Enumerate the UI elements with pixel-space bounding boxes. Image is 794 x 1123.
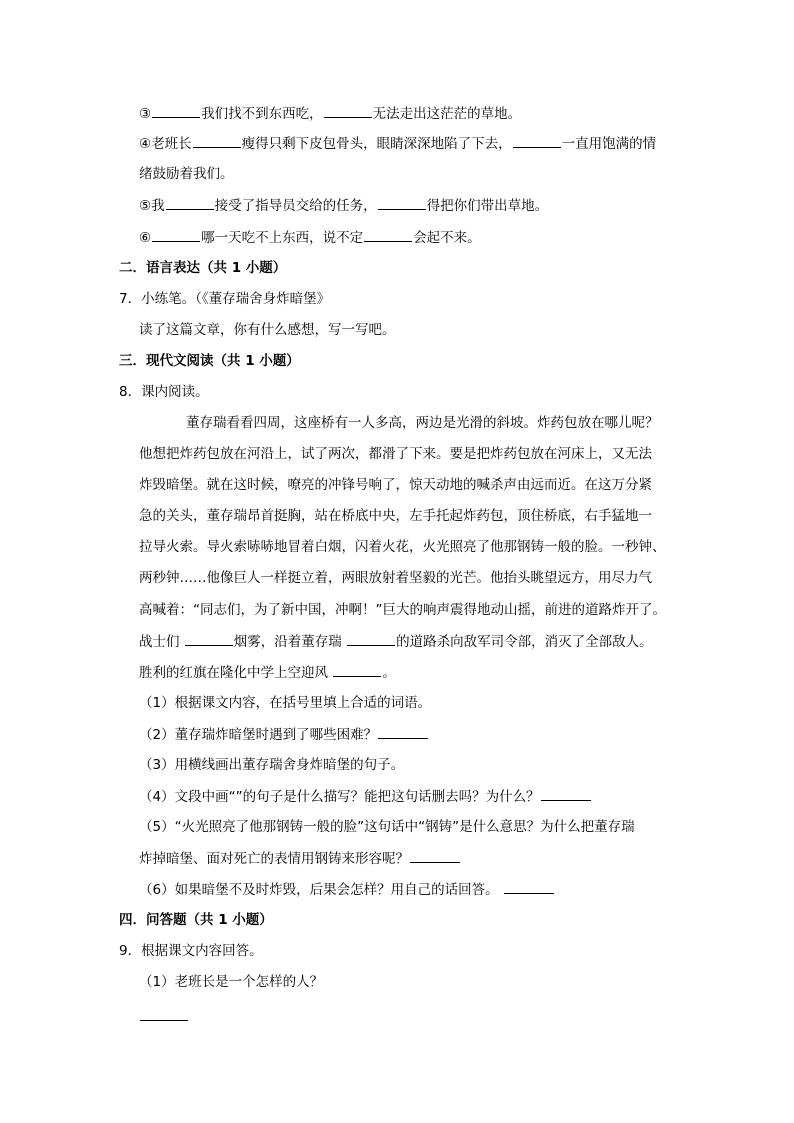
answer-blank[interactable]	[333, 662, 381, 677]
answer-blank[interactable]	[185, 631, 233, 646]
answer-blank[interactable]	[513, 133, 561, 148]
sub-question-text: （2）董存瑞炸暗堡时遇到了哪些困难？	[139, 727, 378, 743]
answer-blank[interactable]	[347, 631, 395, 646]
item-text: 接受了指导员交给的任务，	[214, 198, 377, 214]
answer-blank[interactable]	[152, 103, 200, 118]
question-9: 9．根据课文内容回答。	[119, 943, 263, 959]
passage-line: 急的关头，董存瑞昂首挺胸，站在桥底中央，左手托起炸药包，顶住桥底，右手猛地一	[139, 508, 652, 524]
section-3-title: 三．现代文阅读（共 1 小题）	[119, 353, 300, 369]
item-text: 哪一天吃不上东西，说不定	[201, 230, 364, 246]
sub-question-3: （3）用横线画出董存瑞舍身炸暗堡的句子。	[139, 757, 405, 773]
answer-blank[interactable]	[504, 879, 554, 894]
blank-item-4-cont	[139, 164, 234, 184]
question-8: 8．课内阅读。	[119, 384, 209, 400]
item-text: 瘦得只剩下皮包骨头，眼睛深深地陷了下去，	[241, 136, 512, 152]
answer-blank[interactable]	[140, 1006, 188, 1021]
item-text: 我们找不到东西吃，	[201, 106, 323, 122]
passage-text: 。	[382, 665, 396, 681]
sub-question-text: 炸掉暗堡、面对死亡的表情用钢铸来形容呢？	[139, 851, 409, 867]
section-2-title: 二．语言表达（共 1 小题）	[119, 260, 287, 276]
item-number: ⑥	[139, 230, 152, 246]
answer-blank[interactable]	[152, 227, 200, 242]
passage-text: 战士们	[139, 634, 184, 650]
answer-blank[interactable]	[193, 133, 241, 148]
item-text: 无法走出这茫茫的草地。	[372, 106, 522, 122]
sub-question-5-cont	[139, 848, 461, 869]
question-7-prompt: 读了这篇文章，你有什么感想，写一写吧。	[139, 322, 396, 338]
answer-blank[interactable]	[364, 227, 412, 242]
item-text: 一直用饱满的情	[561, 136, 657, 152]
passage-line: 他想把炸药包放在河沿上，试了两次，都滑了下来。要是把炸药包放在河床上，又无法	[139, 446, 652, 462]
sub-question-6	[139, 879, 555, 900]
item-text: 得把你们带出草地。	[426, 198, 549, 214]
answer-blank[interactable]	[378, 195, 426, 210]
passage-line: 两秒钟……他像巨人一样挺立着，两眼放射着坚毅的光芒。他抬头眺望远方，用尽力气	[139, 570, 652, 586]
passage-text: 胜利的红旗在隆化中学上空迎风	[139, 665, 333, 681]
sub-question-4	[139, 786, 592, 807]
blank-item-3	[139, 103, 521, 124]
passage-text: 烟雾，沿着董存瑞	[233, 634, 347, 650]
sub-question-1: （1）根据课文内容，在括号里填上合适的词语。	[139, 695, 432, 711]
blank-item-6	[139, 227, 481, 248]
answer-line	[139, 1006, 189, 1027]
sub-question-text: （6）如果暗堡不及时炸毁，后果会怎样？用自己的话回答。	[139, 882, 503, 898]
passage-line	[139, 662, 396, 683]
item-number: ③	[139, 106, 152, 122]
item-text: 会起不来。	[413, 230, 481, 246]
blank-item-5	[139, 195, 548, 216]
passage-line: 炸毁暗堡。就在这时候，嘹亮的冲锋号响了，惊天动地的喊杀声由远而近。在这万分紧	[139, 477, 652, 493]
blank-item-4	[139, 133, 656, 154]
passage-line: 拉导火索。导火索哧哧地冒着白烟，闪着火花，火光照亮了他那钢铸一般的脸。一秒钟、	[139, 539, 666, 555]
answer-blank[interactable]	[410, 848, 460, 863]
passage-line: 高喊着：“同志们，为了新中国，冲啊！”巨大的响声震得地动山摇，前进的道路炸开了。	[139, 602, 666, 618]
item-text: ④老班长	[139, 136, 192, 152]
item-text: 绪鼓励着我们。	[139, 166, 234, 182]
section-4-title: 四．问答题（共 1 小题）	[119, 912, 273, 928]
answer-blank[interactable]	[378, 724, 428, 739]
sub-question-1: （1）老班长是一个怎样的人？	[139, 974, 324, 990]
answer-blank[interactable]	[541, 786, 591, 801]
passage-text: 的道路杀向敌军司令部，消灭了全部敌人。	[396, 634, 653, 650]
passage-line: 董存瑞看看四周，这座桥有一人多高，两边是光滑的斜坡。炸药包放在哪儿呢？	[186, 415, 659, 431]
sub-question-2	[139, 724, 429, 745]
passage-line	[139, 631, 653, 652]
answer-blank[interactable]	[166, 195, 214, 210]
answer-blank[interactable]	[324, 103, 372, 118]
sub-question-5: （5）“火光照亮了他那钢铸一般的脸”这句话中“钢铸”是什么意思？为什么把董存瑞	[139, 819, 635, 835]
item-text: ⑤我	[139, 198, 165, 214]
question-7: 7．小练笔。（《董存瑞舍身炸暗堡》	[119, 291, 331, 307]
sub-question-text: （4）文段中画“”的句子是什么描写？能把这句话删去吗？为什么？	[139, 789, 540, 805]
